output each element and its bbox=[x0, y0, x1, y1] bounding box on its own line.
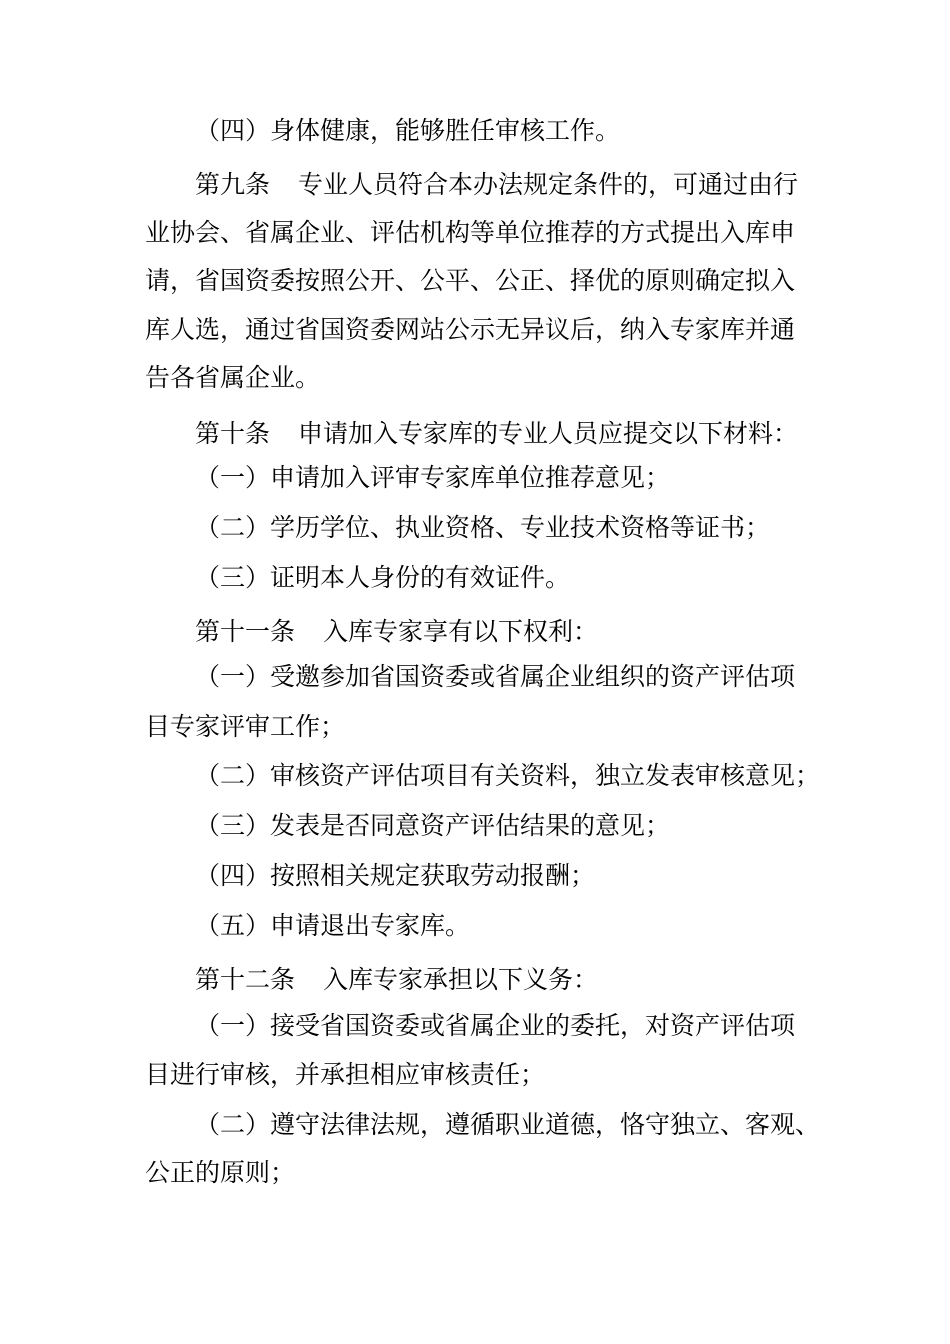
list-item: （一）接受省国资委或省属企业的委托，对资产评估项 bbox=[195, 1011, 796, 1040]
list-item: （二）遵守法律法规，遵循职业道德，恪守独立、客观、 bbox=[195, 1110, 821, 1139]
paragraph-line: 公正的原则； bbox=[145, 1158, 296, 1187]
paragraph-line: 告各省属企业。 bbox=[145, 363, 321, 392]
article-text: 入库专家享有以下权利： bbox=[323, 617, 599, 646]
article-number: 第十一条 bbox=[195, 617, 296, 646]
list-item: （二）学历学位、执业资格、专业技术资格等证书； bbox=[195, 513, 771, 542]
list-item: （二）审核资产评估项目有关资料，独立发表审核意见； bbox=[195, 761, 821, 790]
list-item: （一）受邀参加省国资委或省属企业组织的资产评估项 bbox=[195, 662, 796, 691]
article-11-line bbox=[195, 607, 598, 656]
paragraph-line: （四）身体健康，能够胜任审核工作。 bbox=[195, 116, 621, 145]
paragraph-line: 业协会、省属企业、评估机构等单位推荐的方式提出入库申 bbox=[145, 218, 796, 247]
article-text: 专业人员符合本办法规定条件的，可通过由行 bbox=[298, 170, 799, 199]
article-number: 第十条 bbox=[195, 419, 271, 448]
paragraph-line: 请，省国资委按照公开、公平、公正、择优的原则确定拟入 bbox=[145, 266, 796, 295]
list-item: （四）按照相关规定获取劳动报酬； bbox=[195, 861, 596, 890]
article-text: 入库专家承担以下义务： bbox=[323, 965, 599, 994]
list-item: （三）发表是否同意资产评估结果的意见； bbox=[195, 811, 671, 840]
article-10-line bbox=[195, 409, 798, 458]
article-12-line bbox=[195, 955, 598, 1004]
list-item: （五）申请退出专家库。 bbox=[195, 911, 471, 940]
paragraph-line: 库人选，通过省国资委网站公示无异议后，纳入专家库并通 bbox=[145, 315, 796, 344]
paragraph-line: 目进行审核，并承担相应审核责任； bbox=[145, 1060, 546, 1089]
article-number: 第九条 bbox=[195, 170, 271, 199]
list-item: （三）证明本人身份的有效证件。 bbox=[195, 563, 571, 592]
article-text: 申请加入专家库的专业人员应提交以下材料： bbox=[298, 419, 799, 448]
list-item: （一）申请加入评审专家库单位推荐意见； bbox=[195, 463, 671, 492]
article-number: 第十二条 bbox=[195, 965, 296, 994]
paragraph-line: 目专家评审工作； bbox=[145, 712, 346, 741]
article-9-line bbox=[195, 160, 798, 209]
